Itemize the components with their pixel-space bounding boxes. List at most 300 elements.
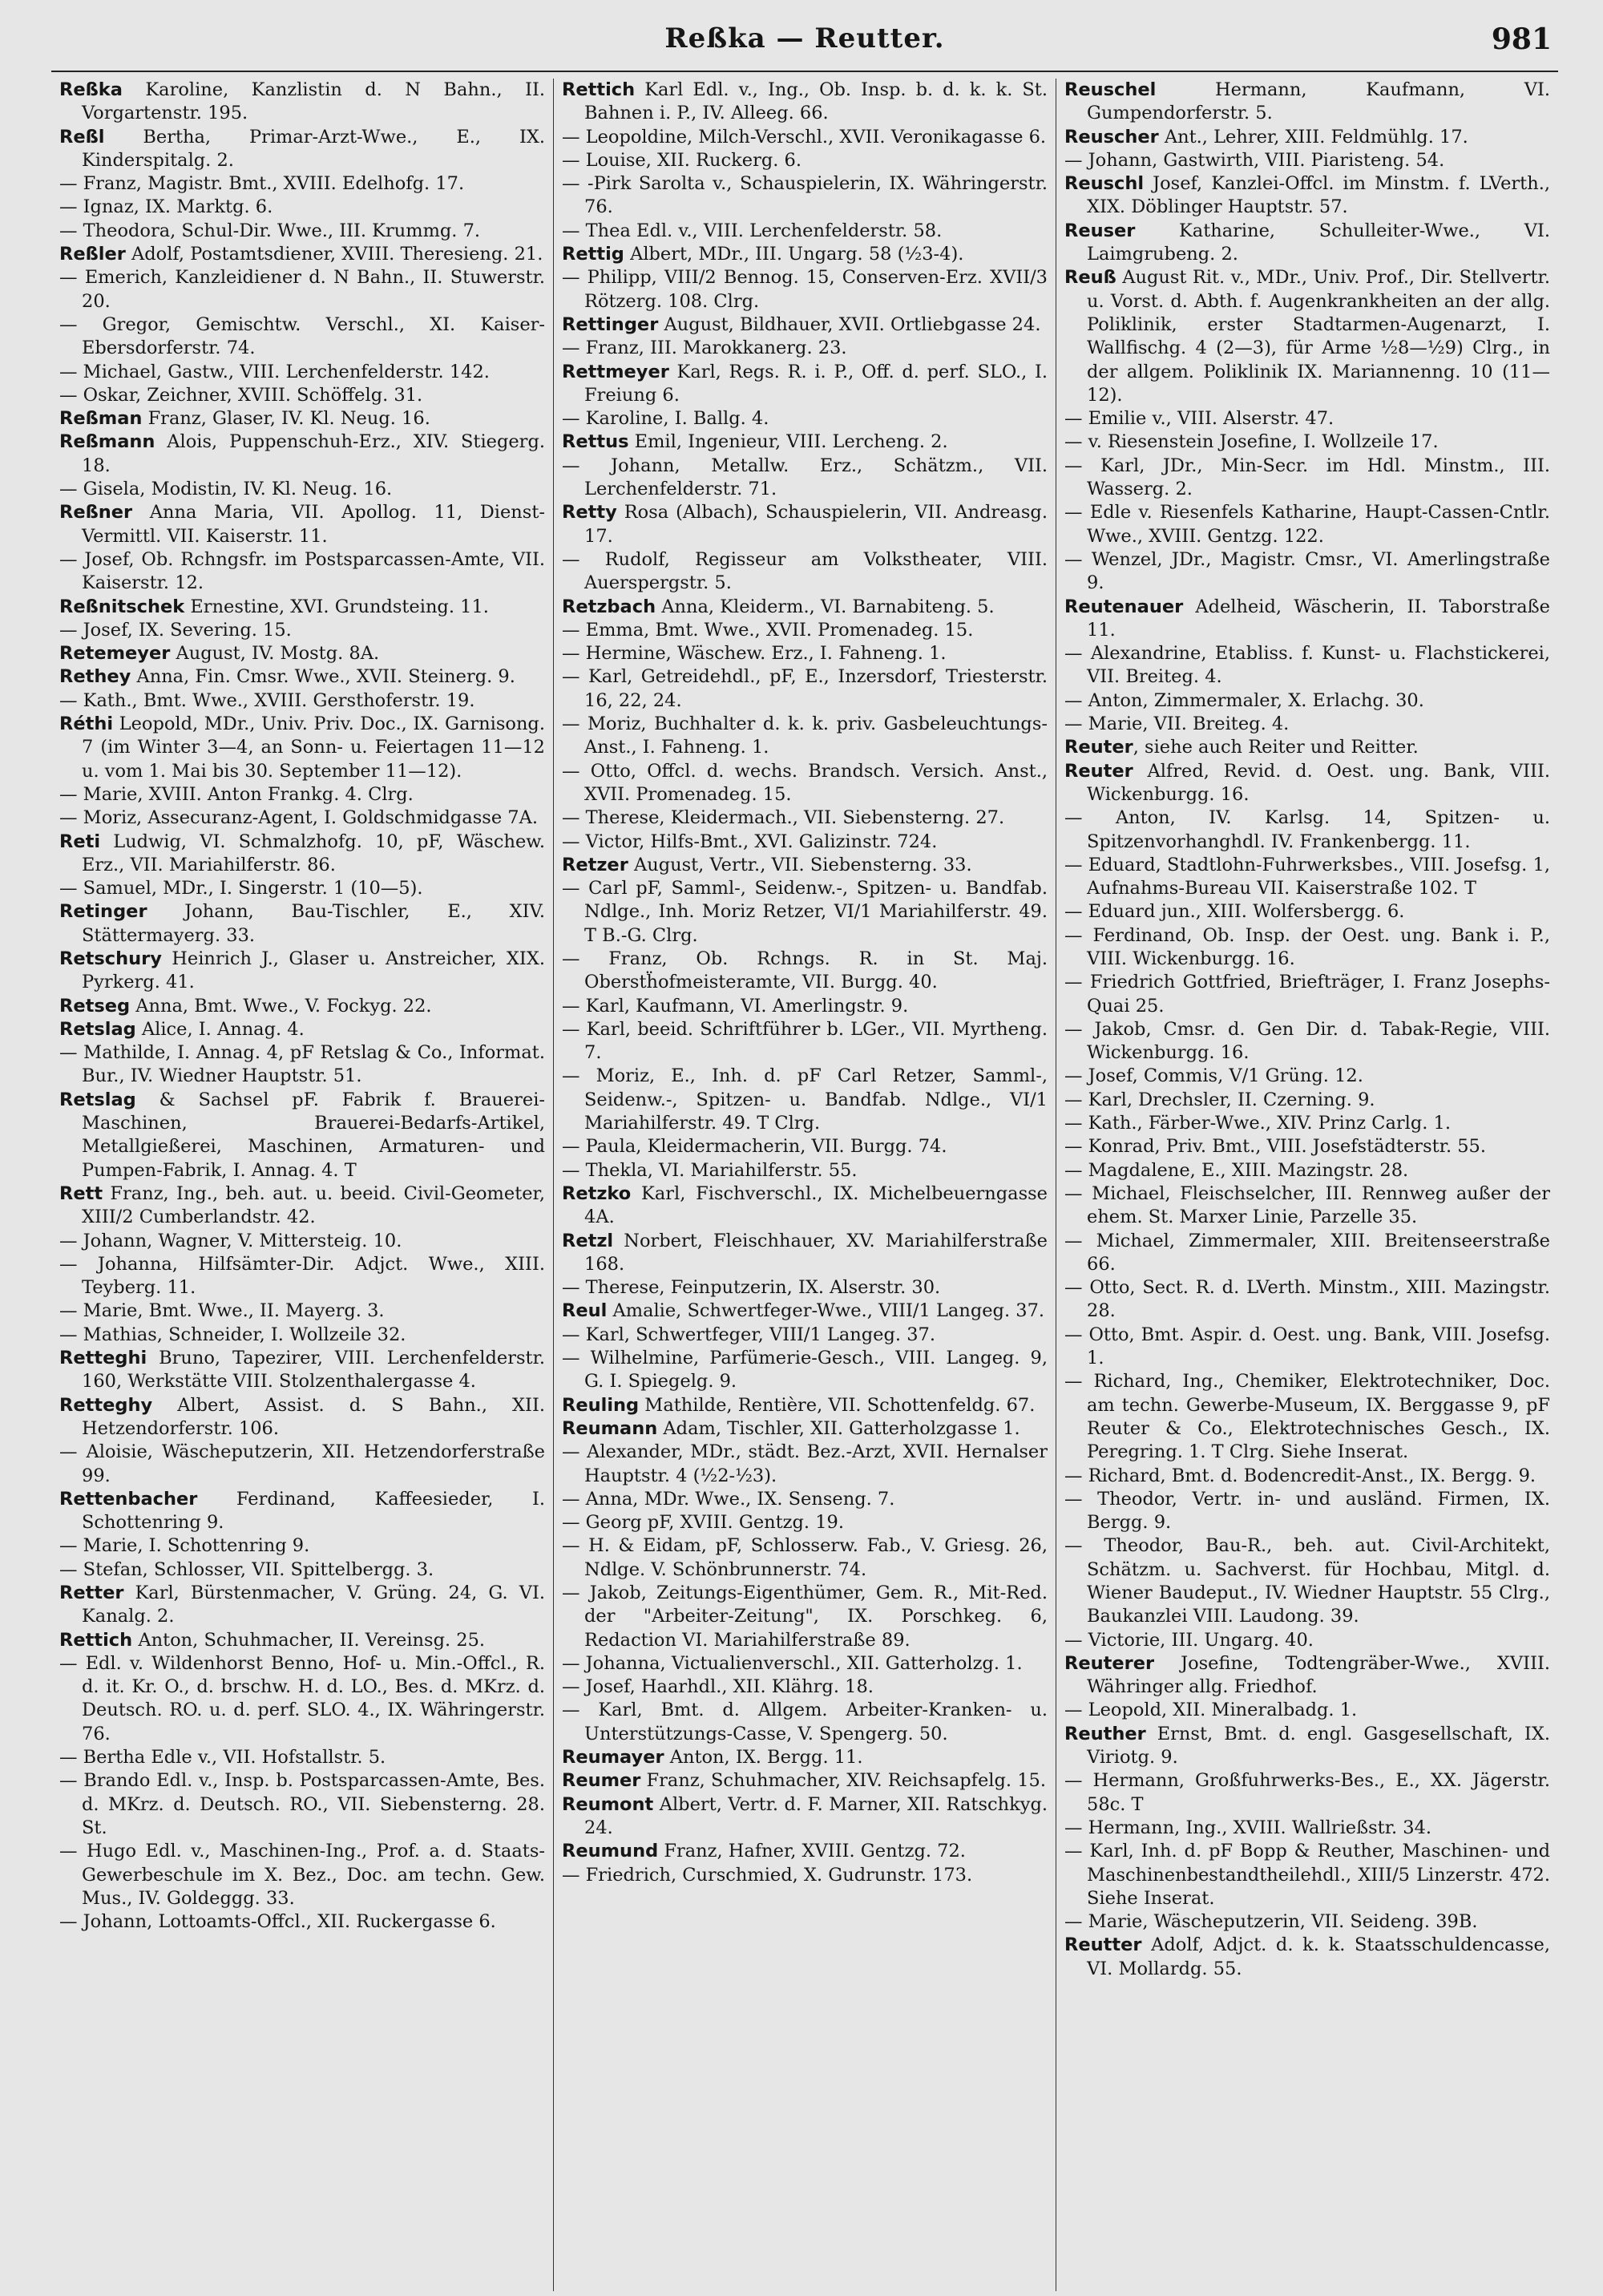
directory-entry bbox=[562, 1018, 1048, 1065]
entry-details: — Thea Edl. v., VIII. Lerchenfelderstr. 58. bbox=[562, 220, 943, 241]
directory-entry bbox=[59, 689, 545, 713]
entry-details: Albert, MDr., III. Ungarg. 58 (½3-4). bbox=[624, 244, 964, 265]
directory-entry bbox=[1064, 1534, 1550, 1628]
entry-surname: Retemeyer bbox=[59, 643, 171, 665]
entry-surname: Reuterer bbox=[1064, 1652, 1155, 1674]
entry-details: — Karl, Getreidehdl., pF, E., Inzersdorf, Triesterstr. 16, 22, 24. bbox=[562, 666, 1048, 711]
directory-entry bbox=[1064, 1135, 1550, 1158]
entry-surname: Reumayer bbox=[562, 1747, 664, 1768]
entry-details: — Rudolf, Regisseur am Volkstheater, VIII. Auerspergstr. 5. bbox=[562, 548, 1048, 594]
directory-entry bbox=[562, 1652, 1048, 1676]
directory-entry bbox=[59, 196, 545, 219]
directory-entry bbox=[59, 1089, 545, 1182]
entry-details: Karl, Fischverschl., IX. Michelbeuerngasse 4A. bbox=[584, 1182, 1048, 1228]
directory-entry bbox=[562, 501, 1048, 548]
directory-entry bbox=[59, 220, 545, 243]
entry-details: August, Bildhauer, XVII. Ortliebgasse 24. bbox=[658, 313, 1041, 335]
entry-details: — Victorie, III. Ungarg. 40. bbox=[1064, 1629, 1314, 1651]
entry-details: — Franz, Magistr. Bmt., XVIII. Edelhofg. 17. bbox=[59, 173, 465, 195]
entry-details: — Emilie v., VIII. Alserstr. 47. bbox=[1064, 408, 1334, 430]
entry-surname: Retteghi bbox=[59, 1348, 147, 1369]
entry-details: Bruno, Tapezirer, VIII. Lerchenfelderstr. 160, Werkstätte VIII. Stolzenthalergasse 4. bbox=[82, 1348, 545, 1393]
entry-details: — Georg pF, XVIII. Gentzg. 19. bbox=[562, 1512, 845, 1534]
directory-entry bbox=[1064, 1112, 1550, 1135]
entry-surname: Réthi bbox=[59, 713, 114, 735]
directory-entry bbox=[562, 1324, 1048, 1347]
entry-surname: Retzko bbox=[562, 1182, 632, 1204]
directory-entry bbox=[1064, 1840, 1550, 1910]
entry-details: Franz, Schuhmacher, XIV. Reichsapfelg. 15. bbox=[640, 1770, 1046, 1792]
directory-entry bbox=[562, 760, 1048, 807]
directory-entry bbox=[1064, 713, 1550, 736]
directory-entry bbox=[562, 619, 1048, 642]
entry-details: Katharine, Schulleiter-Wwe., VI. Laimgrubeng. 2. bbox=[1087, 220, 1550, 265]
directory-entry bbox=[1064, 548, 1550, 596]
entry-surname: Reuß bbox=[1064, 267, 1116, 289]
entry-surname: Reßman bbox=[59, 408, 143, 430]
directory-entry bbox=[562, 1347, 1048, 1394]
directory-entry bbox=[59, 1746, 545, 1769]
directory-entry bbox=[1064, 1910, 1550, 1934]
directory-entry bbox=[562, 337, 1048, 360]
directory-entry bbox=[59, 1582, 545, 1629]
directory-entry bbox=[562, 1769, 1048, 1793]
directory-entry bbox=[1064, 1159, 1550, 1182]
directory-entry bbox=[562, 1864, 1048, 1887]
directory-entry bbox=[562, 854, 1048, 877]
entry-surname: Retslag bbox=[59, 1018, 136, 1040]
entry-details: — Emerich, Kanzleidiener d. N Bahn., II. Stuwerstr. 20. bbox=[59, 267, 545, 312]
directory-entry bbox=[562, 1300, 1048, 1323]
entry-details: — Anna, MDr. Wwe., IX. Senseng. 7. bbox=[562, 1488, 895, 1510]
directory-entry bbox=[59, 548, 545, 596]
entry-details: Norbert, Fleischhauer, XV. Mariahilferstraße 168. bbox=[584, 1230, 1048, 1275]
entry-details: — Samuel, MDr., I. Singerstr. 1 (10—5). bbox=[59, 878, 423, 899]
directory-entry bbox=[59, 1488, 545, 1535]
directory-entry bbox=[1064, 854, 1550, 901]
directory-entry bbox=[59, 783, 545, 806]
directory-entry bbox=[59, 1394, 545, 1441]
entry-details: — Karl, Inh. d. pF Bopp & Reuther, Maschinen- und Maschinenbestandtheilehdl., XIII/5 Linzerstr. 472. Siehe Inserat. bbox=[1064, 1841, 1550, 1909]
directory-entry bbox=[562, 665, 1048, 713]
directory-entry bbox=[1064, 266, 1550, 407]
entry-surname: Retzbach bbox=[562, 596, 656, 617]
directory-entry bbox=[1064, 1769, 1550, 1817]
entry-surname: Rettig bbox=[562, 244, 624, 265]
directory-entry bbox=[59, 501, 545, 548]
column-middle bbox=[553, 79, 1056, 2291]
entry-details: Josefine, Todtengräber-Wwe., XVIII. Währinger allg. Friedhof. bbox=[1087, 1652, 1550, 1698]
entry-details: Anton, IX. Bergg. 11. bbox=[664, 1747, 863, 1768]
entry-details: Franz, Ing., beh. aut. u. beeid. Civil-Geometer, XIII/2 Cumberlandstr. 42. bbox=[82, 1182, 545, 1228]
directory-entry bbox=[562, 266, 1048, 313]
entry-details: — Carl pF, Samml-, Seidenw.-, Spitzen- u. Bandfab. Ndlge., Inh. Moriz Retzer, VI/1 Mariahilferstr. 49. T B.-G. Clrg. bbox=[562, 878, 1048, 946]
entry-surname: Reumund bbox=[562, 1841, 659, 1862]
directory-entry bbox=[562, 1746, 1048, 1769]
entry-details: — Emma, Bmt. Wwe., XVII. Promenadeg. 15. bbox=[562, 619, 974, 641]
entry-surname: Reßler bbox=[59, 244, 126, 265]
entry-details: — Hermann, Großfuhrwerks-Bes., E., XX. Jägerstr. 58c. T bbox=[1064, 1770, 1550, 1815]
entry-details: — Karl, Schwertfeger, VIII/1 Langeg. 37. bbox=[562, 1324, 935, 1345]
entry-surname: Reuschel bbox=[1064, 79, 1157, 100]
directory-entry bbox=[1064, 1089, 1550, 1112]
directory-entry bbox=[59, 361, 545, 384]
entry-details: Hermann, Kaufmann, VI. Gumpendorferstr. 5. bbox=[1087, 79, 1550, 124]
directory-entry bbox=[59, 266, 545, 313]
directory-entry bbox=[562, 79, 1048, 126]
directory-entry bbox=[1064, 455, 1550, 502]
directory-entry bbox=[1064, 1324, 1550, 1371]
entry-surname: Reumer bbox=[562, 1770, 641, 1792]
entry-details: & Sachsel pF. Fabrik f. Brauerei-Maschinen, Brauerei-Bedarfs-Artikel, Metallgießerei, Maschinen, Armaturen- und Pumpen-Fabrik, I. Annag. 4. T bbox=[82, 1089, 545, 1181]
entry-details: — Leopold, XII. Mineralbadg. 1. bbox=[1064, 1700, 1358, 1721]
entry-details: — Moriz, Assecuranz-Agent, I. Goldschmidgasse 7A. bbox=[59, 807, 538, 829]
entry-details: — Therese, Feinputzerin, IX. Alserstr. 30. bbox=[562, 1277, 941, 1299]
entry-surname: Reßmann bbox=[59, 431, 155, 453]
entry-details: — Otto, Bmt. Aspir. d. Oest. ung. Bank, VIII. Josefsg. 1. bbox=[1064, 1324, 1550, 1369]
entry-details: Alfred, Revid. d. Oest. ung. Bank, VIII. Wickenburgg. 16. bbox=[1087, 760, 1550, 805]
directory-entry bbox=[562, 149, 1048, 172]
directory-entry bbox=[562, 1511, 1048, 1534]
entry-details: Anna, Bmt. Wwe., V. Fockyg. 22. bbox=[130, 995, 432, 1017]
entry-details: — Otto, Sect. R. d. LVerth. Minstm., XIII. Mazingstr. 28. bbox=[1064, 1277, 1550, 1322]
directory-entry bbox=[562, 1793, 1048, 1841]
entry-details: Franz, Glaser, IV. Kl. Neug. 16. bbox=[142, 408, 430, 430]
entry-details: — Alexandrine, Etabliss. f. Kunst- u. Flachstickerei, VII. Breiteg. 4. bbox=[1064, 643, 1550, 688]
directory-entry bbox=[59, 1182, 545, 1230]
directory-entry bbox=[1064, 407, 1550, 430]
directory-entry bbox=[562, 1582, 1048, 1652]
entry-surname: Reuling bbox=[562, 1394, 640, 1416]
entry-details: — Karl, Bmt. d. Allgem. Arbeiter-Kranken- u. Unterstützungs-Casse, V. Spengerg. 50. bbox=[562, 1700, 1048, 1744]
entry-details: Ludwig, VI. Schmalzhofg. 10, pF, Wäschew. Erz., VII. Mariahilferstr. 86. bbox=[82, 831, 545, 875]
directory-entry bbox=[1064, 1629, 1550, 1652]
directory-entry bbox=[59, 407, 545, 430]
entry-details: Heinrich J., Glaser u. Anstreicher, XIX. Pyrkerg. 41. bbox=[82, 948, 545, 993]
entry-details: — Oskar, Zeichner, XVIII. Schöffelg. 31. bbox=[59, 384, 423, 406]
entry-details: Albert, Assist. d. S Bahn., XII. Hetzendorferstr. 106. bbox=[82, 1394, 545, 1439]
entry-details: — Thekla, VI. Mariahilferstr. 55. bbox=[562, 1159, 858, 1181]
entry-details: — Marie, Bmt. Wwe., II. Mayerg. 3. bbox=[59, 1300, 385, 1322]
entry-details: — Philipp, VIII/2 Bennog. 15, Conserven-Erz. XVII/3 Rötzerg. 108. Clrg. bbox=[562, 267, 1048, 312]
directory-entry bbox=[562, 1534, 1048, 1582]
entry-details: — Friedrich Gottfried, Briefträger, I. Franz Josephs-Quai 25. bbox=[1064, 972, 1550, 1017]
entry-surname: Rettinger bbox=[562, 313, 659, 335]
directory-entry bbox=[562, 948, 1048, 995]
entry-details: — Friedrich, Curschmied, X. Gudrunstr. 173. bbox=[562, 1864, 973, 1886]
directory-entry bbox=[59, 1534, 545, 1558]
entry-details: Ernestine, XVI. Grundsteing. 11. bbox=[184, 596, 489, 617]
entry-details: — -Pirk Sarolta v., Schauspielerin, IX. Währingerstr. 76. bbox=[562, 173, 1048, 218]
directory-entry bbox=[59, 1441, 545, 1488]
entry-details: Karl, Bürstenmacher, V. Grüng. 24, G. VI. Kanalg. 2. bbox=[82, 1583, 545, 1627]
entry-surname: Retzl bbox=[562, 1230, 614, 1251]
directory-entry bbox=[59, 1910, 545, 1934]
directory-entry bbox=[562, 1276, 1048, 1300]
directory-entry bbox=[1064, 689, 1550, 713]
entry-details: — Brando Edl. v., Insp. b. Postsparcassen-Amte, Bes. d. MKrz. d. Deutsch. RO., VII. Siebensterng. 28. St. bbox=[59, 1770, 545, 1838]
directory-entry bbox=[59, 313, 545, 361]
entry-details: — Aloisie, Wäscheputzerin, XII. Hetzendorferstraße 99. bbox=[59, 1441, 545, 1486]
entry-surname: Reutenauer bbox=[1064, 596, 1184, 617]
directory-entry bbox=[1064, 596, 1550, 643]
entry-surname: Retter bbox=[59, 1583, 124, 1603]
entry-surname: Rettenbacher bbox=[59, 1488, 198, 1510]
directory-entry bbox=[59, 806, 545, 830]
entry-details: , siehe auch Reiter und Reitter. bbox=[1133, 737, 1419, 758]
entry-details: — Marie, I. Schottenring 9. bbox=[59, 1535, 310, 1557]
entry-details: — Josef, IX. Severing. 15. bbox=[59, 619, 292, 641]
entry-details: — Hermann, Ing., XVIII. Wallrießstr. 34. bbox=[1064, 1817, 1432, 1838]
entry-details: — Edle v. Riesenfels Katharine, Haupt-Cassen-Cntlr. Wwe., XVIII. Gentzg. 122. bbox=[1064, 502, 1550, 547]
entry-surname: Retinger bbox=[59, 901, 147, 923]
entry-details: — Marie, VII. Breiteg. 4. bbox=[1064, 713, 1290, 735]
directory-entry bbox=[1064, 79, 1550, 126]
entry-details: Leopold, MDr., Univ. Priv. Doc., IX. Garnisong. 7 (im Winter 3—4, an Sonn- u. Feiertagen 11—12 u. vom 1. Mai bis 30. September 11—12). bbox=[82, 713, 545, 782]
entry-details: — Ignaz, IX. Marktg. 6. bbox=[59, 196, 273, 218]
page-header bbox=[51, 19, 1558, 72]
entry-surname: Reti bbox=[59, 831, 101, 852]
entry-details: — H. & Eidam, pF, Schlosserw. Fab., V. Griesg. 26, Ndlge. V. Schönbrunnerstr. 74. bbox=[562, 1535, 1048, 1580]
directory-entry bbox=[1064, 172, 1550, 220]
entry-details: — Gregor, Gemischtw. Verschl., XI. Kaiser-Ebersdorferstr. 74. bbox=[59, 313, 545, 359]
directory-entry bbox=[562, 455, 1048, 502]
entry-details: August, IV. Mostg. 8A. bbox=[170, 643, 380, 665]
directory-entry bbox=[562, 1840, 1048, 1863]
entry-details: — Karl, Kaufmann, VI. Amerlingstr. 9. bbox=[562, 995, 909, 1017]
directory-entry bbox=[59, 642, 545, 665]
entry-details: Rosa (Albach), Schauspielerin, VII. Andreasg. 17. bbox=[584, 502, 1048, 547]
entry-details: — Franz, Ob. Rchngs. R. in St. Maj. Oberstḧofmeisteramte, VII. Burgg. 40. bbox=[562, 948, 1048, 993]
entry-details: — Jakob, Cmsr. d. Gen Dir. d. Tabak-Regie, VIII. Wickenburgg. 16. bbox=[1064, 1018, 1550, 1064]
directory-entry bbox=[59, 619, 545, 642]
entry-details: — Anton, Zimmermaler, X. Erlachg. 30. bbox=[1064, 689, 1424, 711]
entry-details: — Stefan, Schlosser, VII. Spittelbergg. 3. bbox=[59, 1558, 434, 1580]
entry-details: — Otto, Offcl. d. wechs. Brandsch. Versich. Anst., XVII. Promenadeg. 15. bbox=[562, 760, 1048, 805]
entry-details: — Eduard jun., XIII. Wolfersbergg. 6. bbox=[1064, 901, 1405, 923]
entry-surname: Reuther bbox=[1064, 1723, 1146, 1744]
directory-entry bbox=[562, 1182, 1048, 1230]
entry-surname: Rettich bbox=[59, 1629, 133, 1651]
directory-entry bbox=[1064, 736, 1550, 759]
entry-details: Karl Edl. v., Ing., Ob. Insp. b. d. k. k. St. Bahnen i. P., IV. Alleeg. 66. bbox=[584, 79, 1048, 124]
entry-details: — Karl, beeid. Schriftführer b. LGer., VII. Myrtheng. 7. bbox=[562, 1018, 1048, 1064]
directory-entry bbox=[562, 172, 1048, 220]
directory-entry bbox=[1064, 430, 1550, 454]
directory-entry bbox=[59, 1230, 545, 1253]
directory-entry bbox=[562, 713, 1048, 760]
directory-entry bbox=[562, 220, 1048, 243]
entry-details: Emil, Ingenieur, VIII. Lercheng. 2. bbox=[628, 431, 948, 453]
directory-entry bbox=[562, 1699, 1048, 1746]
entry-surname: Reßnitschek bbox=[59, 596, 185, 617]
entry-details: — Leopoldine, Milch-Verschl., XVII. Veronikagasse 6. bbox=[562, 126, 1047, 148]
columns bbox=[51, 79, 1558, 2291]
page-title: Reßka — Reutter. bbox=[664, 22, 945, 55]
entry-details: — Michael, Gastw., VIII. Lerchenfelderstr. 142. bbox=[59, 361, 490, 382]
entry-details: — Johann, Metallw. Erz., Schätzm., VII. Lerchenfelderstr. 71. bbox=[562, 455, 1048, 500]
directory-entry bbox=[562, 1417, 1048, 1441]
entry-details: August Rit. v., MDr., Univ. Prof., Dir. Stellvertr. u. Vorst. d. Abth. f. Augenkrankheiten an der allg. Poliklinik, erster Stadtarmen-Augenarzt, I. Wallfischg. 4 (2—3), für Arme ½8—½9) Clrg., in der allgem. Poliklinik IX. Mariannenng. 10 (11—12). bbox=[1087, 267, 1550, 406]
entry-details: Bertha, Primar-Arzt-Wwe., E., IX. Kinderspitalg. 2. bbox=[82, 126, 545, 171]
entry-details: — Richard, Bmt. d. Bodencredit-Anst., IX. Bergg. 9. bbox=[1064, 1465, 1536, 1486]
entry-details: — Theodor, Vertr. in- und ausländ. Firmen, IX. Bergg. 9. bbox=[1064, 1488, 1550, 1534]
directory-entry bbox=[1064, 1018, 1550, 1065]
entry-details: — Johann, Lottoamts-Offcl., XII. Ruckergasse 6. bbox=[59, 1911, 496, 1933]
entry-surname: Rettmeyer bbox=[562, 361, 669, 382]
entry-details: — Mathias, Schneider, I. Wollzeile 32. bbox=[59, 1324, 406, 1345]
directory-entry bbox=[1064, 149, 1550, 172]
entry-details: — Wenzel, JDr., Magistr. Cmsr., VI. Amerlingstraße 9. bbox=[1064, 548, 1550, 594]
directory-entry bbox=[1064, 1934, 1550, 1981]
directory-entry bbox=[59, 831, 545, 878]
directory-entry bbox=[1064, 1817, 1550, 1840]
entry-details: — Gisela, Modistin, IV. Kl. Neug. 16. bbox=[59, 479, 393, 500]
directory-entry bbox=[1064, 806, 1550, 854]
directory-entry bbox=[1064, 642, 1550, 689]
entry-details: — Therese, Kleidermach., VII. Siebensterng. 27. bbox=[562, 807, 1005, 829]
directory-entry bbox=[59, 900, 545, 948]
entry-details: — Franz, III. Marokkanerg. 23. bbox=[562, 338, 847, 359]
entry-details: — Michael, Zimmermaler, XIII. Breitenseerstraße 66. bbox=[1064, 1230, 1550, 1275]
entry-details: — Jakob, Zeitungs-Eigenthümer, Gem. R., Mit-Red. der "Arbeiter-Zeitung", IX. Porschkeg. 6, Redaction VI. Mariahilferstraße 89. bbox=[562, 1583, 1048, 1651]
directory-entry bbox=[59, 172, 545, 196]
directory-entry bbox=[1064, 1465, 1550, 1488]
directory-entry bbox=[1064, 1182, 1550, 1230]
entry-details: — v. Riesenstein Josefine, I. Wollzeile 17. bbox=[1064, 431, 1439, 453]
entry-details: — Michael, Fleischselcher, III. Rennweg außer der ehem. St. Marxer Linie, Parzelle 35. bbox=[1064, 1182, 1550, 1228]
entry-surname: Reuter bbox=[1064, 737, 1133, 758]
entry-details: — Edl. v. Wildenhorst Benno, Hof- u. Min.-Offcl., R. d. it. Kr. O., d. brschw. H. d. LO., Bes. d. MKrz. d. Deutsch. RO. u. d. perf. SLO. 4., IX. Währingerstr. 76. bbox=[59, 1652, 545, 1744]
entry-details: — Josef, Commis, V/1 Grüng. 12. bbox=[1064, 1065, 1363, 1087]
entry-details: — Konrad, Priv. Bmt., VIII. Josefstädterstr. 55. bbox=[1064, 1136, 1487, 1158]
entry-details: — Moriz, E., Inh. d. pF Carl Retzer, Samml-, Seidenw.-, Spitzen- u. Bandfab. Ndlge., VI/1 Mariahilferstr. 49. T Clrg. bbox=[562, 1065, 1048, 1134]
directory-entry bbox=[59, 1769, 545, 1840]
directory-entry bbox=[562, 1394, 1048, 1417]
entry-details: Johann, Bau-Tischler, E., XIV. Stättermayerg. 33. bbox=[82, 901, 545, 946]
directory-entry bbox=[562, 1135, 1048, 1158]
entry-details: — Bertha Edle v., VII. Hofstallstr. 5. bbox=[59, 1747, 386, 1768]
entry-surname: Reul bbox=[562, 1300, 608, 1322]
entry-surname: Rettus bbox=[562, 431, 629, 453]
directory-entry bbox=[1064, 1370, 1550, 1464]
directory-entry bbox=[59, 877, 545, 900]
directory-entry bbox=[562, 1230, 1048, 1277]
entry-details: — Anton, IV. Karlsg. 14, Spitzen- u. Spitzenvorhanghdl. IV. Frankenbergg. 11. bbox=[1064, 807, 1550, 852]
directory-entry bbox=[562, 642, 1048, 665]
entry-details: Adam, Tischler, XII. Gatterholzgasse 1. bbox=[657, 1417, 1020, 1439]
page-number: 981 bbox=[1491, 22, 1552, 56]
entry-details: Mathilde, Rentière, VII. Schottenfeldg. 67. bbox=[639, 1394, 1036, 1416]
column-right bbox=[1056, 79, 1558, 2291]
directory-entry bbox=[1064, 1488, 1550, 1535]
entry-details: — Theodora, Schul-Dir. Wwe., III. Krummg. 7. bbox=[59, 220, 481, 241]
entry-details: Adelheid, Wäscherin, II. Taborstraße 11. bbox=[1087, 596, 1550, 641]
entry-surname: Reuscher bbox=[1064, 126, 1159, 148]
entry-details: — Karl, Drechsler, II. Czerning. 9. bbox=[1064, 1089, 1375, 1110]
entry-details: Anna, Kleiderm., VI. Barnabiteng. 5. bbox=[656, 596, 995, 617]
directory-entry bbox=[1064, 220, 1550, 267]
entry-details: Alois, Puppenschuh-Erz., XIV. Stiegerg. 18. bbox=[82, 431, 545, 476]
directory-entry bbox=[59, 478, 545, 501]
directory-entry bbox=[59, 243, 545, 266]
entry-details: Alice, I. Annag. 4. bbox=[135, 1018, 305, 1040]
entry-surname: Reßka bbox=[59, 79, 123, 100]
entry-details: — Johann, Gastwirth, VIII. Piaristeng. 54. bbox=[1064, 149, 1445, 171]
directory-entry bbox=[59, 1253, 545, 1300]
directory-entry bbox=[1064, 971, 1550, 1018]
entry-details: — Alexander, MDr., städt. Bez.-Arzt, XVII. Hernalser Hauptstr. 4 (½2-½3). bbox=[562, 1441, 1048, 1486]
entry-surname: Reßner bbox=[59, 502, 133, 523]
directory-entry bbox=[1064, 1276, 1550, 1324]
directory-entry bbox=[562, 995, 1048, 1018]
directory-entry bbox=[562, 831, 1048, 854]
directory-entry bbox=[1064, 501, 1550, 548]
directory-entry bbox=[562, 877, 1048, 948]
entry-details: — Theodor, Bau-R., beh. aut. Civil-Architekt, Schätzm. u. Sachverst. für Hochbau, Mitgl. d. Wiener Baudeput., IV. Wiedner Hauptstr. 55 Clrg., Baukanzlei VIII. Laudong. 39. bbox=[1064, 1535, 1550, 1627]
directory-entry bbox=[59, 1629, 545, 1652]
directory-entry bbox=[1064, 1230, 1550, 1277]
directory-entry bbox=[1064, 924, 1550, 972]
entry-surname: Retseg bbox=[59, 995, 131, 1017]
entry-details: — Marie, XVIII. Anton Frankg. 4. Clrg. bbox=[59, 783, 414, 805]
directory-entry bbox=[59, 995, 545, 1018]
directory-entry bbox=[562, 430, 1048, 454]
entry-details: — Victor, Hilfs-Bmt., XVI. Galizinstr. 724. bbox=[562, 831, 938, 852]
directory-entry bbox=[1064, 1699, 1550, 1722]
directory-entry bbox=[1064, 760, 1550, 807]
entry-details: Adolf, Adjct. d. k. k. Staatsschuldencasse, VI. Mollardg. 55. bbox=[1087, 1934, 1550, 1979]
entry-details: — Kath., Bmt. Wwe., XVIII. Gersthoferstr. 19. bbox=[59, 689, 475, 711]
directory-entry bbox=[59, 713, 545, 783]
entry-surname: Reuschl bbox=[1064, 173, 1145, 195]
entry-details: Ernst, Bmt. d. engl. Gasgesellschaft, IX. Viriotg. 9. bbox=[1087, 1723, 1550, 1768]
entry-details: — Marie, Wäscheputzerin, VII. Seideng. 39B. bbox=[1064, 1911, 1478, 1933]
directory-entry bbox=[59, 1840, 545, 1910]
entry-details: — Ferdinand, Ob. Insp. der Oest. ung. Bank i. P., VIII. Wickenburgg. 16. bbox=[1064, 924, 1550, 969]
entry-details: — Johanna, Hilfsämter-Dir. Adjct. Wwe., XIII. Teyberg. 11. bbox=[59, 1253, 545, 1299]
directory-entry bbox=[59, 596, 545, 619]
directory-entry bbox=[59, 1324, 545, 1347]
directory-entry bbox=[1064, 1065, 1550, 1088]
entry-details: — Kath., Färber-Wwe., XIV. Prinz Carlg. 1. bbox=[1064, 1113, 1451, 1134]
entry-details: Karoline, Kanzlistin d. N Bahn., II. Vorgartenstr. 195. bbox=[82, 79, 545, 124]
directory-entry bbox=[562, 361, 1048, 408]
directory-entry bbox=[562, 313, 1048, 337]
directory-entry bbox=[59, 430, 545, 478]
entry-surname: Retslag bbox=[59, 1089, 136, 1110]
entry-surname: Reutter bbox=[1064, 1934, 1142, 1956]
entry-details: Ferdinand, Kaffeesieder, I. Schottenring 9. bbox=[82, 1488, 545, 1534]
directory-entry bbox=[59, 1558, 545, 1582]
entry-surname: Retteghy bbox=[59, 1394, 153, 1416]
entry-details: Josef, Kanzlei-Offcl. im Minstm. f. LVerth., XIX. Döblinger Hauptstr. 57. bbox=[1087, 173, 1550, 218]
directory-entry bbox=[562, 407, 1048, 430]
directory-entry bbox=[59, 1041, 545, 1089]
entry-details: — Josef, Haarhdl., XII. Klährg. 18. bbox=[562, 1676, 874, 1698]
entry-details: Amalie, Schwertfeger-Wwe., VIII/1 Langeg. 37. bbox=[607, 1300, 1045, 1322]
directory-entry bbox=[562, 126, 1048, 149]
directory-entry bbox=[562, 1441, 1048, 1488]
entry-surname: Reumont bbox=[562, 1793, 654, 1815]
entry-details: — Karoline, I. Ballg. 4. bbox=[562, 408, 769, 430]
directory-entry bbox=[562, 1488, 1048, 1511]
directory-entry bbox=[59, 1018, 545, 1041]
directory-entry bbox=[1064, 1652, 1550, 1700]
entry-surname: Retschury bbox=[59, 948, 162, 969]
entry-surname: Rethey bbox=[59, 666, 131, 688]
entry-details: — Mathilde, I. Annag. 4, pF Retslag & Co., Informat. Bur., IV. Wiedner Hauptstr. 51. bbox=[59, 1042, 545, 1087]
